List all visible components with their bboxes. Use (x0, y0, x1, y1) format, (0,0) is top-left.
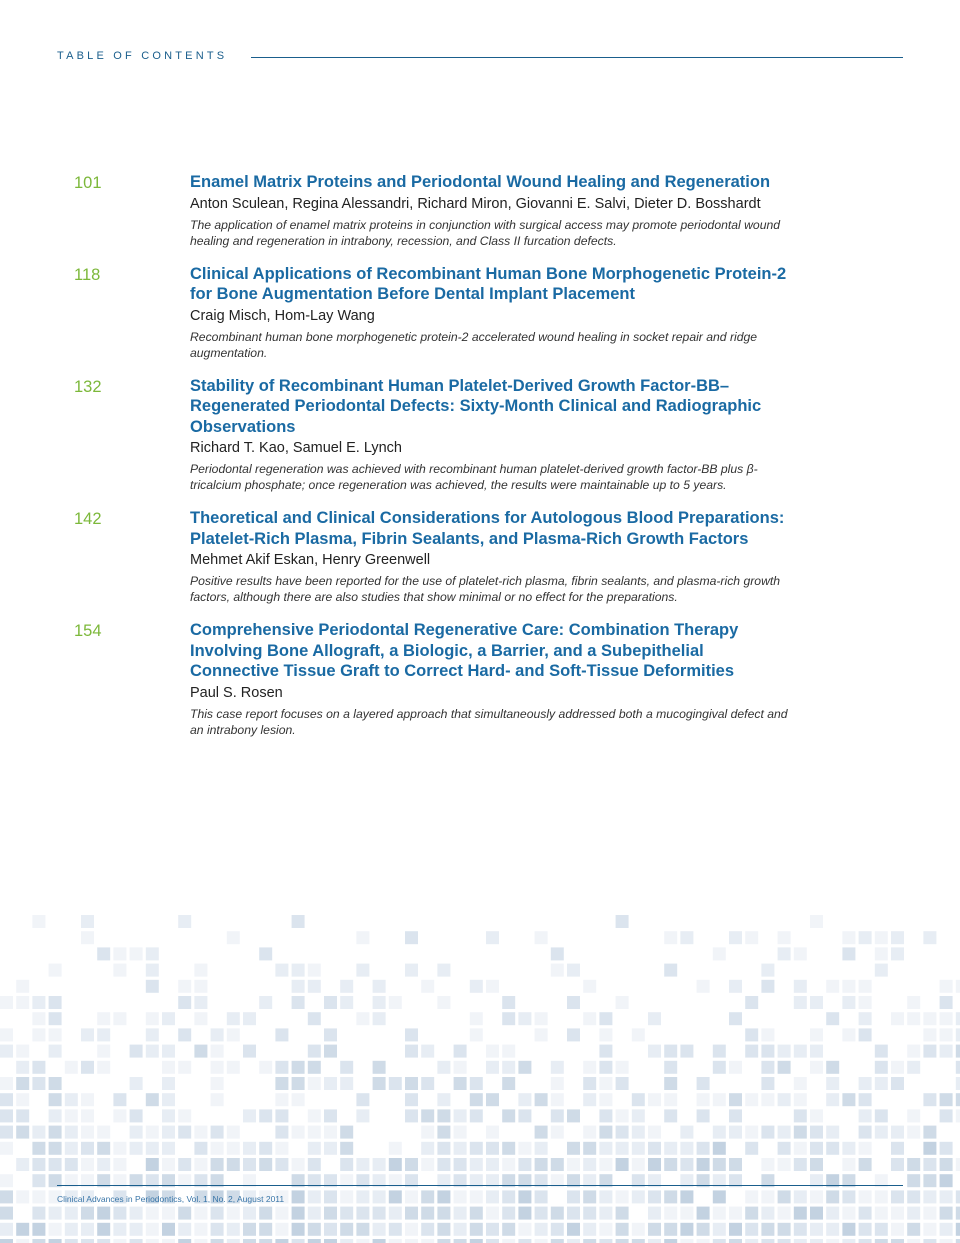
article-summary: Periodontal regeneration was achieved with recombinant human platelet-derived growth factor-BB plus β-tricalcium phosphate; once regeneration was achieved, the results were maintainable up to 5 years. (190, 462, 758, 492)
article-title[interactable]: Clinical Applications of Recombinant Human Bone Morphogenetic Protein-2 for Bone Augmentation Before Dental Implant Placement (190, 264, 787, 303)
article-summary: The application of enamel matrix proteins in conjunction with surgical access may promote periodontal wound healing and regeneration in intrabony, recession, and Class II furcation defects. (190, 217, 781, 248)
page-number: 154 (74, 622, 102, 640)
page-number: 142 (74, 510, 102, 528)
article-authors: Mehmet Akif Eskan, Henry Greenwell (190, 552, 431, 568)
footer-divider (57, 1185, 903, 1186)
article-authors: Paul S. Rosen (190, 684, 283, 701)
article-summary: This case report focuses on a layered approach that simultaneously addressed both a mucogingival defect and an intrabony lesion. (190, 706, 788, 737)
article-authors: Anton Sculean, Regina Alessandri, Richard Miron, Giovanni E. Salvi, Dieter D. Bosshardt (190, 195, 761, 212)
header-divider (251, 57, 903, 58)
toc-entry[interactable] (74, 172, 794, 249)
page-header (57, 48, 903, 64)
toc-entry[interactable] (74, 620, 794, 738)
article-title[interactable]: Enamel Matrix Proteins and Periodontal Wound Healing and Regeneration (190, 173, 771, 191)
article-title[interactable]: Theoretical and Clinical Considerations for Autologous Blood Preparations: Platelet-Rich Plasma, Fibrin Sealants, and Plasma-Rich Growth Factors (190, 509, 785, 548)
article-summary: Recombinant human bone morphogenetic protein-2 accelerated wound healing in socket repair and ridge augmentation. (190, 329, 758, 360)
toc-entry[interactable] (74, 264, 794, 361)
article-summary: Positive results have been reported for the use of platelet-rich plasma, fibrin sealants, and plasma-rich growth factors, although there are also studies that show minimal or no effect for the preparations. (190, 574, 781, 604)
article-title[interactable]: Stability of Recombinant Human Platelet-Derived Growth Factor-BB–Regenerated Periodontal Defects: Sixty-Month Clinical and Radiographic Observations (190, 376, 762, 436)
page-number: 101 (74, 174, 102, 192)
toc-list (74, 172, 794, 753)
toc-entry[interactable] (74, 508, 794, 605)
article-authors: Richard T. Kao, Samuel E. Lynch (190, 440, 402, 456)
article-authors: Craig Misch, Hom-Lay Wang (190, 307, 375, 324)
page-number: 118 (74, 265, 101, 284)
page-number: 132 (74, 377, 102, 396)
footer-citation: Clinical Advances in Periodontics, Vol. 1, No. 2, August 2011 (57, 1194, 285, 1204)
toc-entry[interactable] (74, 376, 794, 494)
article-title[interactable]: Comprehensive Periodontal Regenerative Care: Combination Therapy Involving Bone Allograft, a Biologic, a Barrier, and a Subepithelial Connective Tissue Graft to Correct Hard- and Soft-Tissue Deformities (190, 621, 739, 680)
section-title: TABLE OF CONTENTS (57, 50, 228, 62)
